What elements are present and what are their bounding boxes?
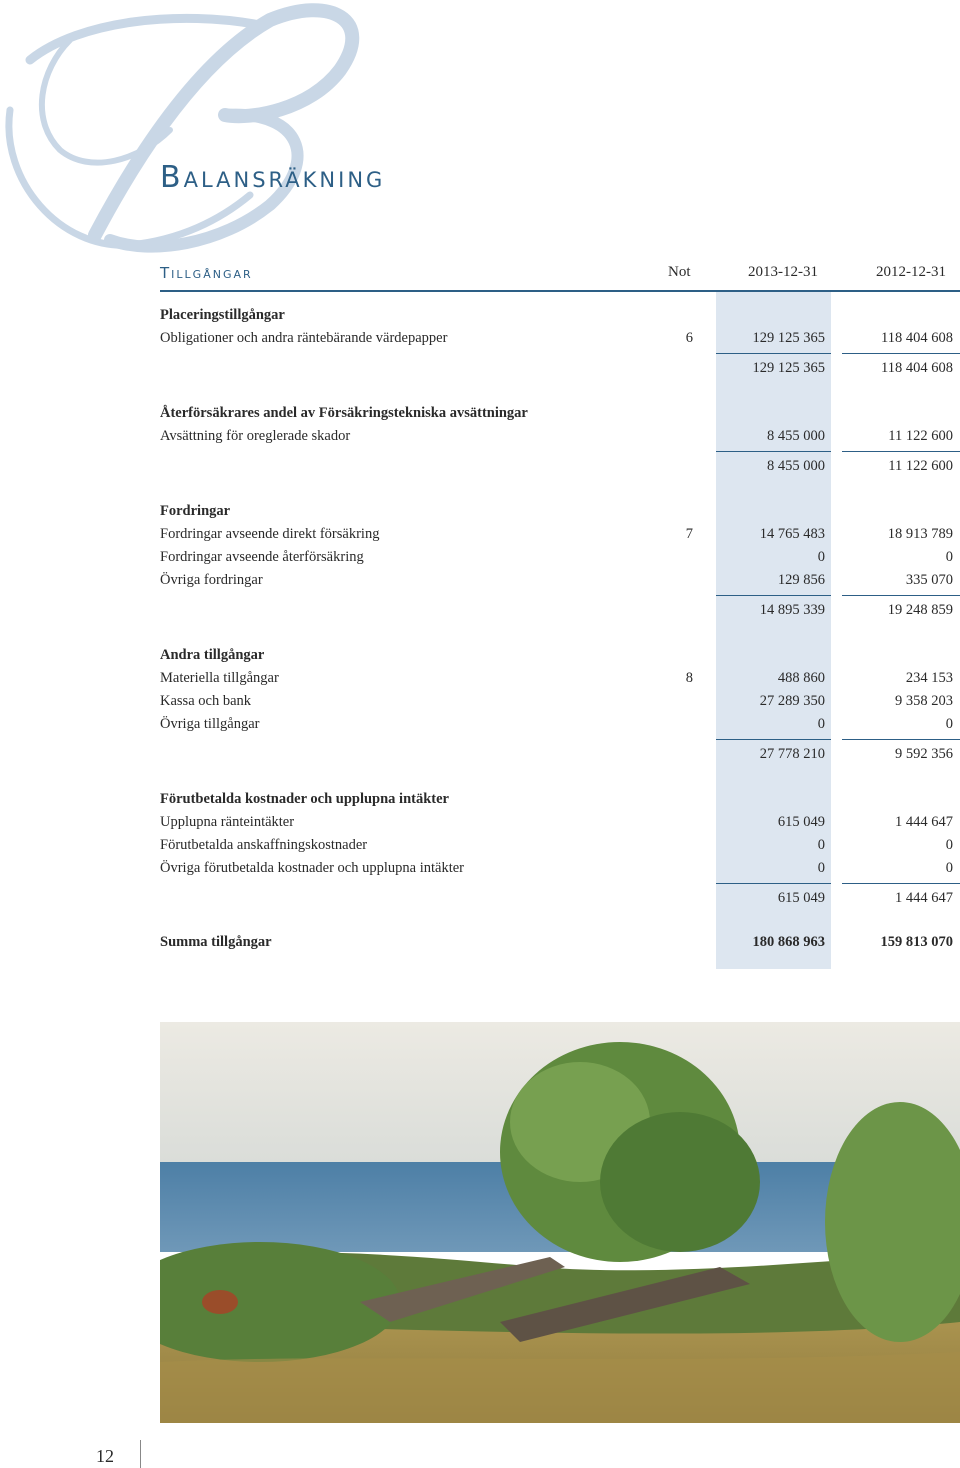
table-row xyxy=(160,691,953,711)
value-2013: 0 xyxy=(817,837,825,853)
value-2012: 11 122 600 xyxy=(888,458,953,474)
row-label: Övriga tillgångar xyxy=(160,716,260,732)
table-row xyxy=(160,858,953,878)
value-2013: 180 868 963 xyxy=(752,934,825,950)
subtotal-row xyxy=(160,456,953,476)
value-2013: 0 xyxy=(817,716,825,732)
value-2013: 0 xyxy=(817,860,825,876)
value-2013: 129 125 365 xyxy=(752,330,825,346)
row-label: Placeringstillgångar xyxy=(160,307,285,323)
note-ref: 6 xyxy=(685,330,693,346)
table-row xyxy=(160,524,953,544)
subtotal-row xyxy=(160,888,953,908)
landscape-photo xyxy=(160,1022,960,1423)
decorative-letter-b xyxy=(0,0,400,260)
value-2013: 129 856 xyxy=(777,572,825,588)
subtotal-rule xyxy=(842,595,960,596)
row-label: Fordringar avseende återförsäkring xyxy=(160,549,364,565)
row-label: Förutbetalda kostnader och upplupna intäkter xyxy=(160,791,449,807)
header-not: Not xyxy=(668,264,691,280)
subtotal-row xyxy=(160,744,953,764)
subtotal-rule xyxy=(716,451,831,452)
row-label: Summa tillgångar xyxy=(160,934,272,950)
value-2012: 18 913 789 xyxy=(887,526,953,542)
note-ref: 8 xyxy=(685,670,693,686)
value-2013: 27 289 350 xyxy=(759,693,825,709)
value-2013: 615 049 xyxy=(777,890,825,906)
table-row xyxy=(160,835,953,855)
section-heading-row xyxy=(160,501,953,521)
value-2013: 27 778 210 xyxy=(759,746,825,762)
header-col-2013: 2013-12-31 xyxy=(748,264,818,280)
value-2012: 0 xyxy=(945,549,953,565)
value-2012: 0 xyxy=(945,716,953,732)
value-2013: 129 125 365 xyxy=(752,360,825,376)
subtotal-rule xyxy=(716,595,831,596)
subtotal-rule xyxy=(716,883,831,884)
value-2012: 11 122 600 xyxy=(888,428,953,444)
value-2012: 159 813 070 xyxy=(880,934,953,950)
row-label: Övriga förutbetalda kostnader och upplupna intäkter xyxy=(160,860,464,876)
page-title: Balansräkning xyxy=(160,160,386,195)
value-2012: 1 444 647 xyxy=(895,814,953,830)
value-2012: 234 153 xyxy=(905,670,953,686)
subtotal-row xyxy=(160,358,953,378)
value-2012: 19 248 859 xyxy=(887,602,953,618)
subtotal-row xyxy=(160,600,953,620)
table-row xyxy=(160,328,953,348)
subtotal-rule xyxy=(842,739,960,740)
table-row xyxy=(160,714,953,734)
table-row xyxy=(160,426,953,446)
section-heading-row xyxy=(160,305,953,325)
value-2013: 488 860 xyxy=(777,670,825,686)
value-2012: 335 070 xyxy=(905,572,953,588)
row-label: Övriga fordringar xyxy=(160,572,263,588)
section-header-tillgangar: Tillgångar xyxy=(160,264,253,282)
total-row xyxy=(160,932,953,952)
header-rule xyxy=(160,290,960,292)
section-heading-row xyxy=(160,403,953,423)
subtotal-rule xyxy=(842,451,960,452)
value-2013: 14 765 483 xyxy=(759,526,825,542)
subtotal-rule xyxy=(842,353,960,354)
value-2013: 615 049 xyxy=(777,814,825,830)
section-heading-row xyxy=(160,789,953,809)
page-number: 12 xyxy=(96,1446,114,1466)
row-label: Avsättning för oreglerade skador xyxy=(160,428,351,444)
value-2013: 8 455 000 xyxy=(767,428,825,444)
row-label: Materiella tillgångar xyxy=(160,670,279,686)
value-2012: 0 xyxy=(945,837,953,853)
value-2012: 118 404 608 xyxy=(881,330,953,346)
table-row xyxy=(160,812,953,832)
subtotal-rule xyxy=(842,883,960,884)
note-ref: 7 xyxy=(685,526,693,542)
value-2013: 8 455 000 xyxy=(767,458,825,474)
value-2012: 9 358 203 xyxy=(895,693,953,709)
value-2012: 1 444 647 xyxy=(895,890,953,906)
row-label: Kassa och bank xyxy=(160,693,252,709)
value-2013: 0 xyxy=(817,549,825,565)
row-label: Fordringar xyxy=(160,503,231,519)
row-label: Fordringar avseende direkt försäkring xyxy=(160,526,380,542)
subtotal-rule xyxy=(716,353,831,354)
table-row xyxy=(160,570,953,590)
page-number-rule xyxy=(140,1440,141,1468)
value-2012: 0 xyxy=(945,860,953,876)
section-heading-row xyxy=(160,645,953,665)
row-label: Upplupna ränteintäkter xyxy=(160,814,295,830)
table-row xyxy=(160,668,953,688)
row-label: Förutbetalda anskaffningskostnader xyxy=(160,837,368,853)
row-label: Obligationer och andra räntebärande värdepapper xyxy=(160,330,448,346)
row-label: Återförsäkrares andel av Försäkringstekniska avsättningar xyxy=(160,405,528,421)
value-2013: 14 895 339 xyxy=(759,602,825,618)
header-col-2012: 2012-12-31 xyxy=(876,264,946,280)
value-2012: 118 404 608 xyxy=(881,360,953,376)
table-row xyxy=(160,547,953,567)
row-label: Andra tillgångar xyxy=(160,647,265,663)
subtotal-rule xyxy=(716,739,831,740)
value-2012: 9 592 356 xyxy=(895,746,953,762)
